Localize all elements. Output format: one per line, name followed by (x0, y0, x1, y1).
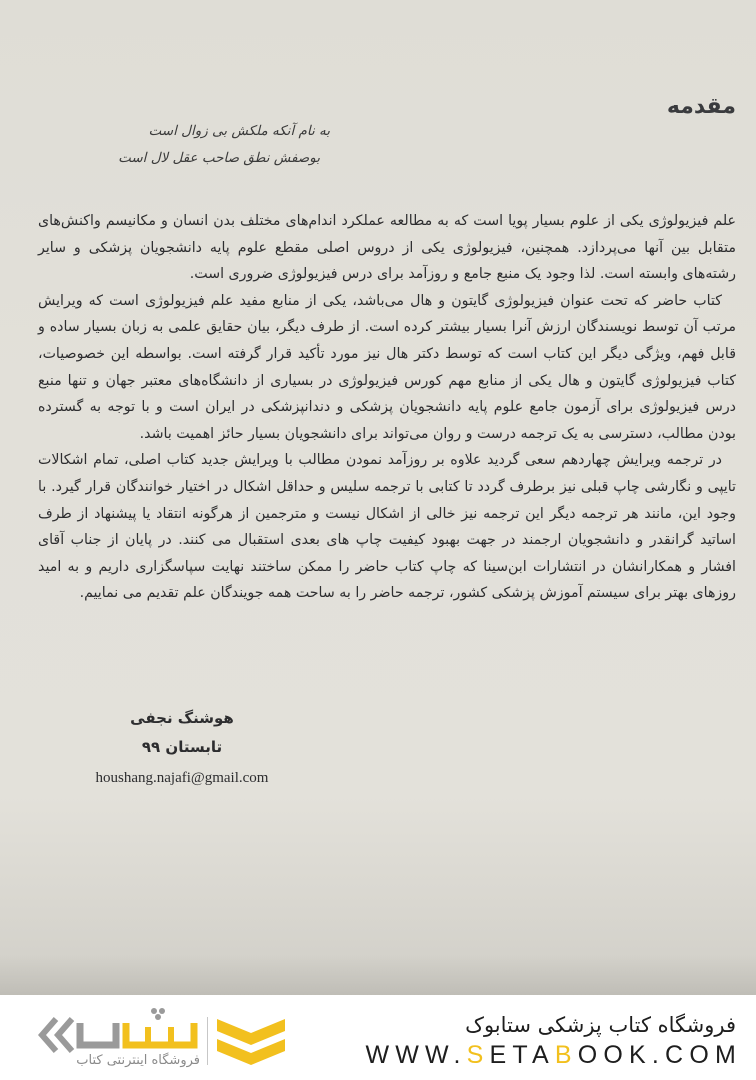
store-footer (0, 995, 756, 1080)
author-email[interactable]: houshang.najafi@gmail.com (95, 770, 269, 786)
store-url-link[interactable] (365, 1041, 742, 1070)
paragraph: علم فیزیولوژی یکی از علوم بسیار پویا است که به مطالعه عملکرد اندام‌های مختلف بدن انسان و مکانیسم واکنش‌های متقابل بین آنها می‌پردازد. همچنین، فیزیولوژی یکی از دروس اصلی مقطع علوم پایه دانشجویان پزشکی و سایر رشته‌های وابسته است. لذا وجود یک منبع جامع و روزآمد برای درس فیزیولوژی ضروری است. (38, 213, 736, 283)
page-title: مقدمه (666, 94, 736, 119)
chevron-emblem-icon (215, 1017, 287, 1069)
double-chevron-left-icon (36, 1015, 78, 1055)
url-highlight: S (466, 1041, 490, 1069)
opening-poem (70, 118, 330, 172)
url-part: WWW. (365, 1041, 467, 1069)
url-part: OOK.COM (577, 1041, 742, 1069)
poem-line: به نام آنکه ملکش بی زوال است (148, 123, 330, 139)
author-name: هوشنگ نجفی (130, 709, 234, 727)
url-highlight: B (554, 1041, 578, 1069)
logo-divider (207, 1017, 208, 1065)
store-name: فروشگاه کتاب پزشکی ستابوک (465, 1013, 736, 1037)
url-part: ETA (489, 1041, 555, 1069)
logo-tagline: فروشگاه اینترنتی کتاب (76, 1053, 200, 1068)
signature-block (92, 704, 272, 790)
signature-date: تابستان ۹۹ (141, 738, 223, 756)
paragraph: کتاب حاضر که تحت عنوان فیزیولوژی گایتون و هال می‌باشد، یکی از منابع مفید علم فیزیولوژی است که ویرایش مرتب آن توسط نویسندگان ارزش آنرا بسیار بیشتر کرده است. از طرف دیگر، بیان حقایق علمی به زبان بسیار ساده و قابل فهم، ویژگی دیگر این کتاب است که توسط دکتر هال نیز مورد تأکید قرار گرفته است. بواسطه این خصوصیات، کتاب فیزیولوژی گایتون و هال یکی از منابع مهم کورس فیزیولوژی در بسیاری از دانشگاه‌های معتبر جهان و تنها منبع درس فیزیولوژی برای آزمون جامع علوم پایه دانشجویان پزشکی و دندانپزشکی در ایران است و با توجه به گسترده بودن مطالب، دسترسی به یک ترجمه درست و روان می‌تواند برای دانشجویان بسیار حائز اهمیت باشد. (38, 292, 736, 442)
paragraph: در ترجمه ویرایش چهاردهم سعی گردید علاوه بر روزآمد نمودن مطالب با ویرایش جدید کتاب اصلی، تمام اشکالات تایپی و نگارشی چاپ قبلی نیز برطرف گردد تا کتابی با ترجمه سلیس و حداقل اشکال در اختیار خوانندگان قرار گیرد. با وجود این، مانند هر ترجمه دیگر این ترجمه نیز خالی از اشکال نیست و مترجمین از هرگونه انتقاد یا پیشنهاد از طرف اساتید گرانقدر و دانشجویان ارجمند در جهت بهبود کیفیت چاپ های بعدی استقبال می کنند. در پایان از جناب آقای افشار و همکارانشان در انتشارات ابن‌سینا که چاپ کتاب حاضر را ممکن ساختند نهایت سپاسگزاری داریم و به امید روزهای بهتر برای سیستم آموزش پزشکی کشور، ترجمه حاضر را به ساحت همه جویندگان علم تقدیم می نماییم. (38, 452, 736, 602)
preface-body (38, 208, 736, 607)
setabook-wordmark (76, 1005, 200, 1053)
poem-line: بوصفش نطق صاحب عقل لال است (118, 150, 320, 166)
